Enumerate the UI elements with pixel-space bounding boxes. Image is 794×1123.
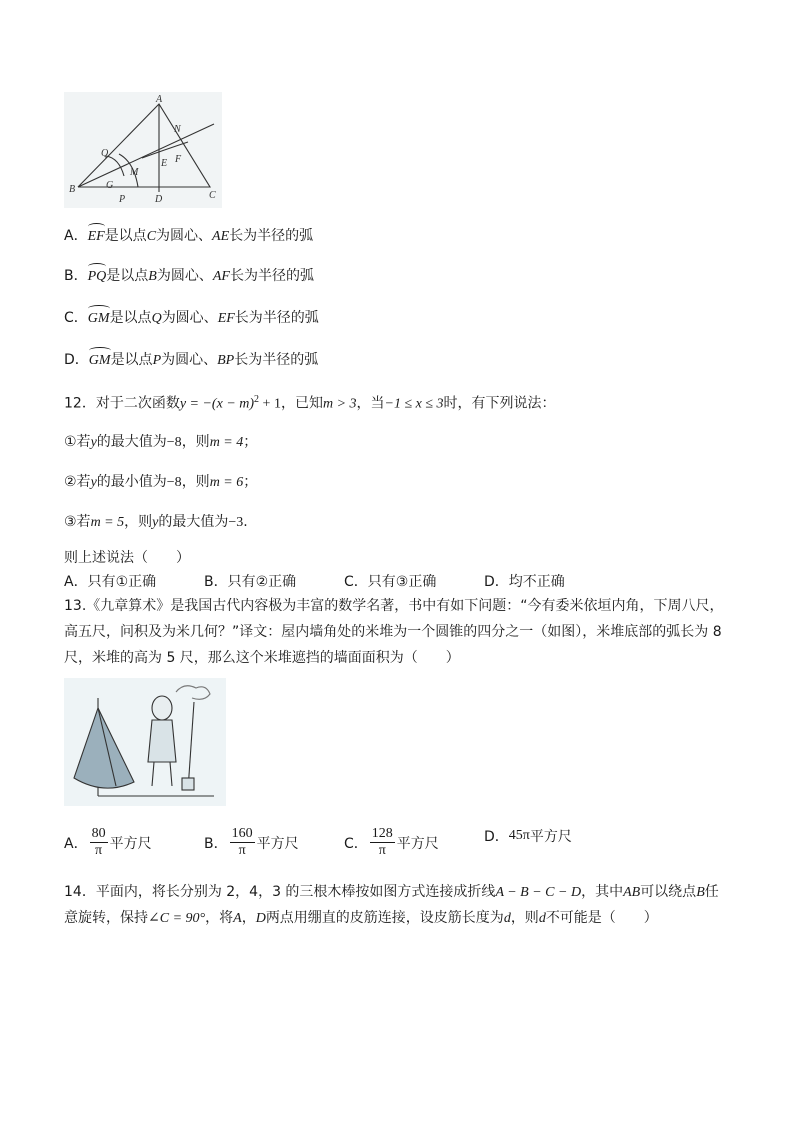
label-m: M (130, 167, 139, 178)
label-p: P (119, 194, 126, 205)
q12-option-b: B．只有②正确 (204, 574, 297, 590)
q12-statement-3: ③若m = 5，则y的最大值为−3. (64, 514, 248, 530)
q13-option-b: B． $\frac{160}{\pi}$ 平方尺 (204, 826, 299, 858)
q13-line-1: 13.《九章算术》是我国古代内容极为丰富的数学名著，书中有如下问题：“今有委米依垣内角，下周八尺， (64, 598, 724, 614)
label-q: Q (101, 148, 109, 159)
label-n: N (174, 124, 181, 135)
q13-option-d: D． 45π 平方尺 (484, 828, 572, 845)
q12-option-a: A．只有①正确 (64, 574, 157, 590)
q14-line-2: 意旋转，保持∠C = 90°，将A，D两点用绷直的皮筋连接，设皮筋长度为d，则d不可能是（ ） (64, 910, 658, 926)
rice-pile-illustration (64, 678, 226, 806)
q12-stem: 12．对于二次函数$y = -(x - m)^2 + 1$，已知m > 3，当−1 ≤ x ≤ 3时，有下列说法： (64, 394, 556, 412)
label-d: D (155, 194, 163, 205)
q12-statement-1: ①若y的最大值为−8，则m = 4； (64, 434, 258, 450)
q11-option-d: D．GM是以点P为圆心、BP长为半径的弧 (64, 350, 318, 371)
triangle-construction-diagram (64, 92, 222, 208)
q13-line-3: 尺，米堆的高为 5 尺，那么这个米堆遮挡的墙面面积为（ ） (64, 650, 460, 666)
q12-option-c: C．只有③正确 (344, 574, 437, 590)
label-g: G (106, 180, 114, 191)
label-e: E (161, 158, 168, 169)
q13-line-2: 高五尺，问积及为米几何？”译文：屋内墙角处的米堆为一个圆锥的四分之一（如图），米堆底部的弧长为 8 (64, 624, 722, 640)
q12-question: 则上述说法（ ） (64, 550, 190, 566)
q11-option-c: C．GM是以点Q为圆心、EF长为半径的弧 (64, 308, 319, 329)
label-a: A (156, 94, 163, 105)
q13-rice-pile-figure (64, 678, 226, 806)
q13-option-a: A． $\frac{80}{\pi}$ 平方尺 (64, 826, 152, 858)
q12-option-d: D．均不正确 (484, 574, 565, 590)
q11-option-b: B．PQ是以点B为圆心、AF长为半径的弧 (64, 266, 314, 287)
label-b: B (69, 184, 76, 195)
q12-statement-2: ②若y的最小值为−8，则m = 6； (64, 474, 258, 490)
q14-line-1: 14．平面内，将长分别为 2，4，3 的三根木棒按如图方式连接成折线A − B − C − D，其中AB可以绕点B任 (64, 884, 719, 900)
label-f: F (175, 154, 182, 165)
q11-geometry-figure (64, 92, 222, 208)
q11-option-a: A．EF是以点C为圆心、AE长为半径的弧 (64, 226, 313, 247)
q13-option-c: C． $\frac{128}{\pi}$ 平方尺 (344, 826, 439, 858)
label-c: C (209, 190, 216, 201)
